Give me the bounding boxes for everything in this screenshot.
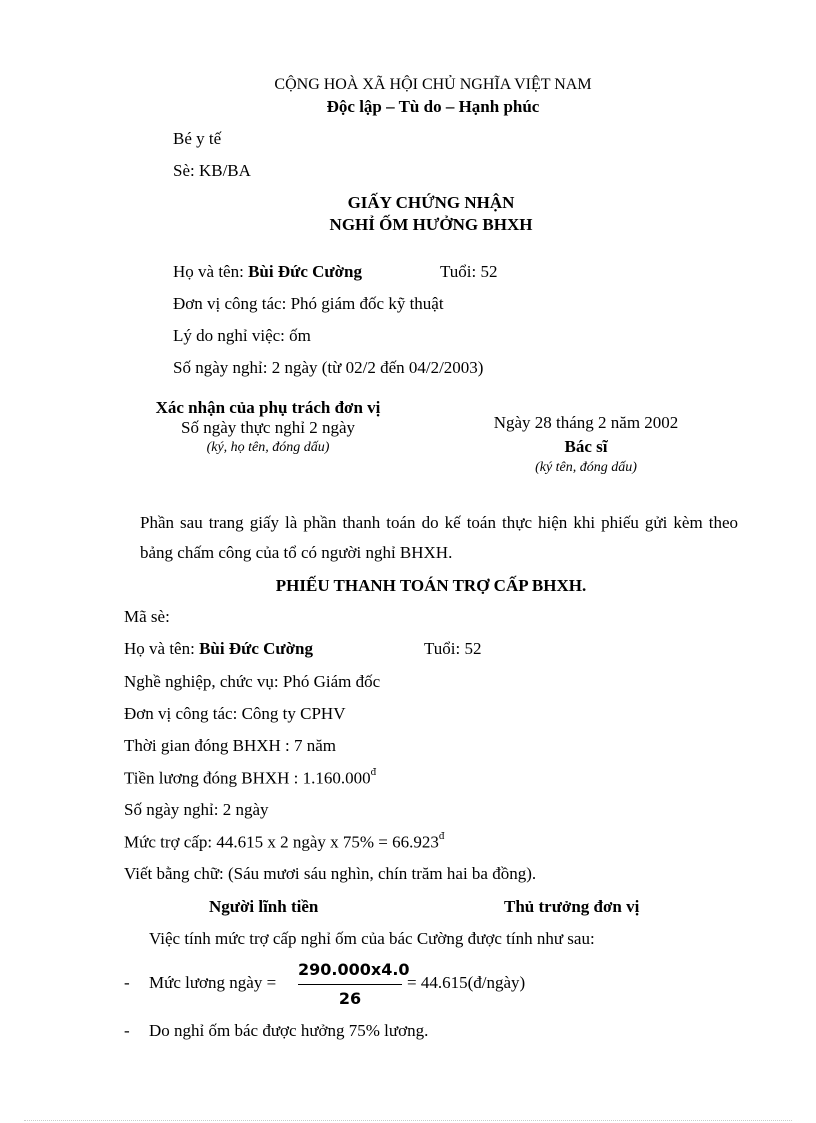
confirm-sign-note: (ký, họ tên, đóng dấu) xyxy=(206,440,330,455)
signature-receiver: Người lĩnh tiền xyxy=(209,897,319,916)
page-bottom-border xyxy=(24,1120,792,1121)
payment-in-words: Viết bằng chữ: (Sáu mươi sáu nghìn, chín trăm hai ba đồng). xyxy=(124,864,537,883)
calculation-intro: Việc tính mức trợ cấp nghỉ ốm của bác Cường được tính như sau: xyxy=(149,929,595,948)
cert-name-row xyxy=(173,262,362,282)
certificate-title-2: NGHỈ ỐM HƯỞNG BHXH xyxy=(329,215,533,234)
fraction-denominator: 26 xyxy=(338,989,362,1008)
doctor-date: Ngày 28 tháng 2 năm 2002 xyxy=(493,413,679,432)
certificate-title-1: GIẤY CHỨNG NHẬN xyxy=(347,193,515,212)
confirm-actual-days: Số ngày thực nghỉ 2 ngày xyxy=(180,418,355,437)
currency-mark: đ xyxy=(370,766,377,778)
signature-head: Thủ trưởng đơn vị xyxy=(504,897,640,916)
bullet-1: - xyxy=(124,973,130,992)
nation-title: CỘNG HOÀ XÃ HỘI CHỦ NGHĨA VIỆT NAM xyxy=(274,76,592,93)
cert-name-value: Bùi Đức Cường xyxy=(248,262,362,281)
payment-age: Tuổi: 52 xyxy=(424,639,482,658)
cert-name-label: Họ và tên: xyxy=(173,262,244,281)
note-paragraph: Phần sau trang giấy là phần thanh toán do kế toán thực hiện khi phiếu gửi kèm theo bảng chấm công của tổ có người nghỉ BHXH. xyxy=(140,513,738,562)
doctor-sign-note: (ký tên, đóng dấu) xyxy=(535,460,637,475)
payment-days-off: Số ngày nghỉ: 2 ngày xyxy=(124,800,269,819)
daily-salary-result: = 44.615(đ/ngày) xyxy=(407,973,526,992)
currency-mark: đ xyxy=(438,830,445,842)
fraction-bar xyxy=(298,984,402,985)
payment-allowance: Mức trợ cấp: 44.615 x 2 ngày x 75% = 66.923 xyxy=(124,832,439,852)
cert-age: Tuổi: 52 xyxy=(440,262,498,281)
daily-salary-label: Mức lương ngày = xyxy=(149,973,277,992)
cert-unit: Đơn vị công tác: Phó giám đốc kỹ thuật xyxy=(173,294,444,313)
payment-unit: Đơn vị công tác: Công ty CPHV xyxy=(124,704,346,723)
payment-insurance-time: Thời gian đóng BHXH : 7 năm xyxy=(124,736,337,755)
sick-leave-rate: Do nghỉ ốm bác được hưởng 75% lương. xyxy=(149,1021,429,1040)
doctor-title: Bác sĩ xyxy=(564,437,608,456)
payment-title: PHIẾU THANH TOÁN TRỢ CẤP BHXH. xyxy=(275,576,587,595)
document-number: Sè: KB/BA xyxy=(173,161,251,180)
motto: Độc lập – Tù do – Hạnh phúc xyxy=(326,97,540,116)
payment-name-label: Họ và tên: xyxy=(124,639,195,658)
cert-reason: Lý do nghỉ việc: ốm xyxy=(173,326,311,345)
cert-days: Số ngày nghỉ: 2 ngày (từ 02/2 đến 04/2/2003) xyxy=(173,358,484,377)
confirm-title: Xác nhận của phụ trách đơn vị xyxy=(155,398,381,417)
salary-fraction xyxy=(298,960,410,1008)
payment-salary-row xyxy=(124,768,376,789)
payment-name-value: Bùi Đức Cường xyxy=(199,639,313,658)
payment-salary: Tiền lương đóng BHXH : 1.160.000 xyxy=(124,768,371,788)
ministry: Bé y tế xyxy=(173,129,222,148)
payment-position: Nghề nghiệp, chức vụ: Phó Giám đốc xyxy=(124,672,381,691)
bullet-2: - xyxy=(124,1021,130,1040)
fraction-numerator: 290.000x4.0 xyxy=(298,960,410,979)
payment-code: Mã sè: xyxy=(124,607,170,626)
payment-allowance-row xyxy=(124,832,444,853)
payment-name-row xyxy=(124,639,313,659)
